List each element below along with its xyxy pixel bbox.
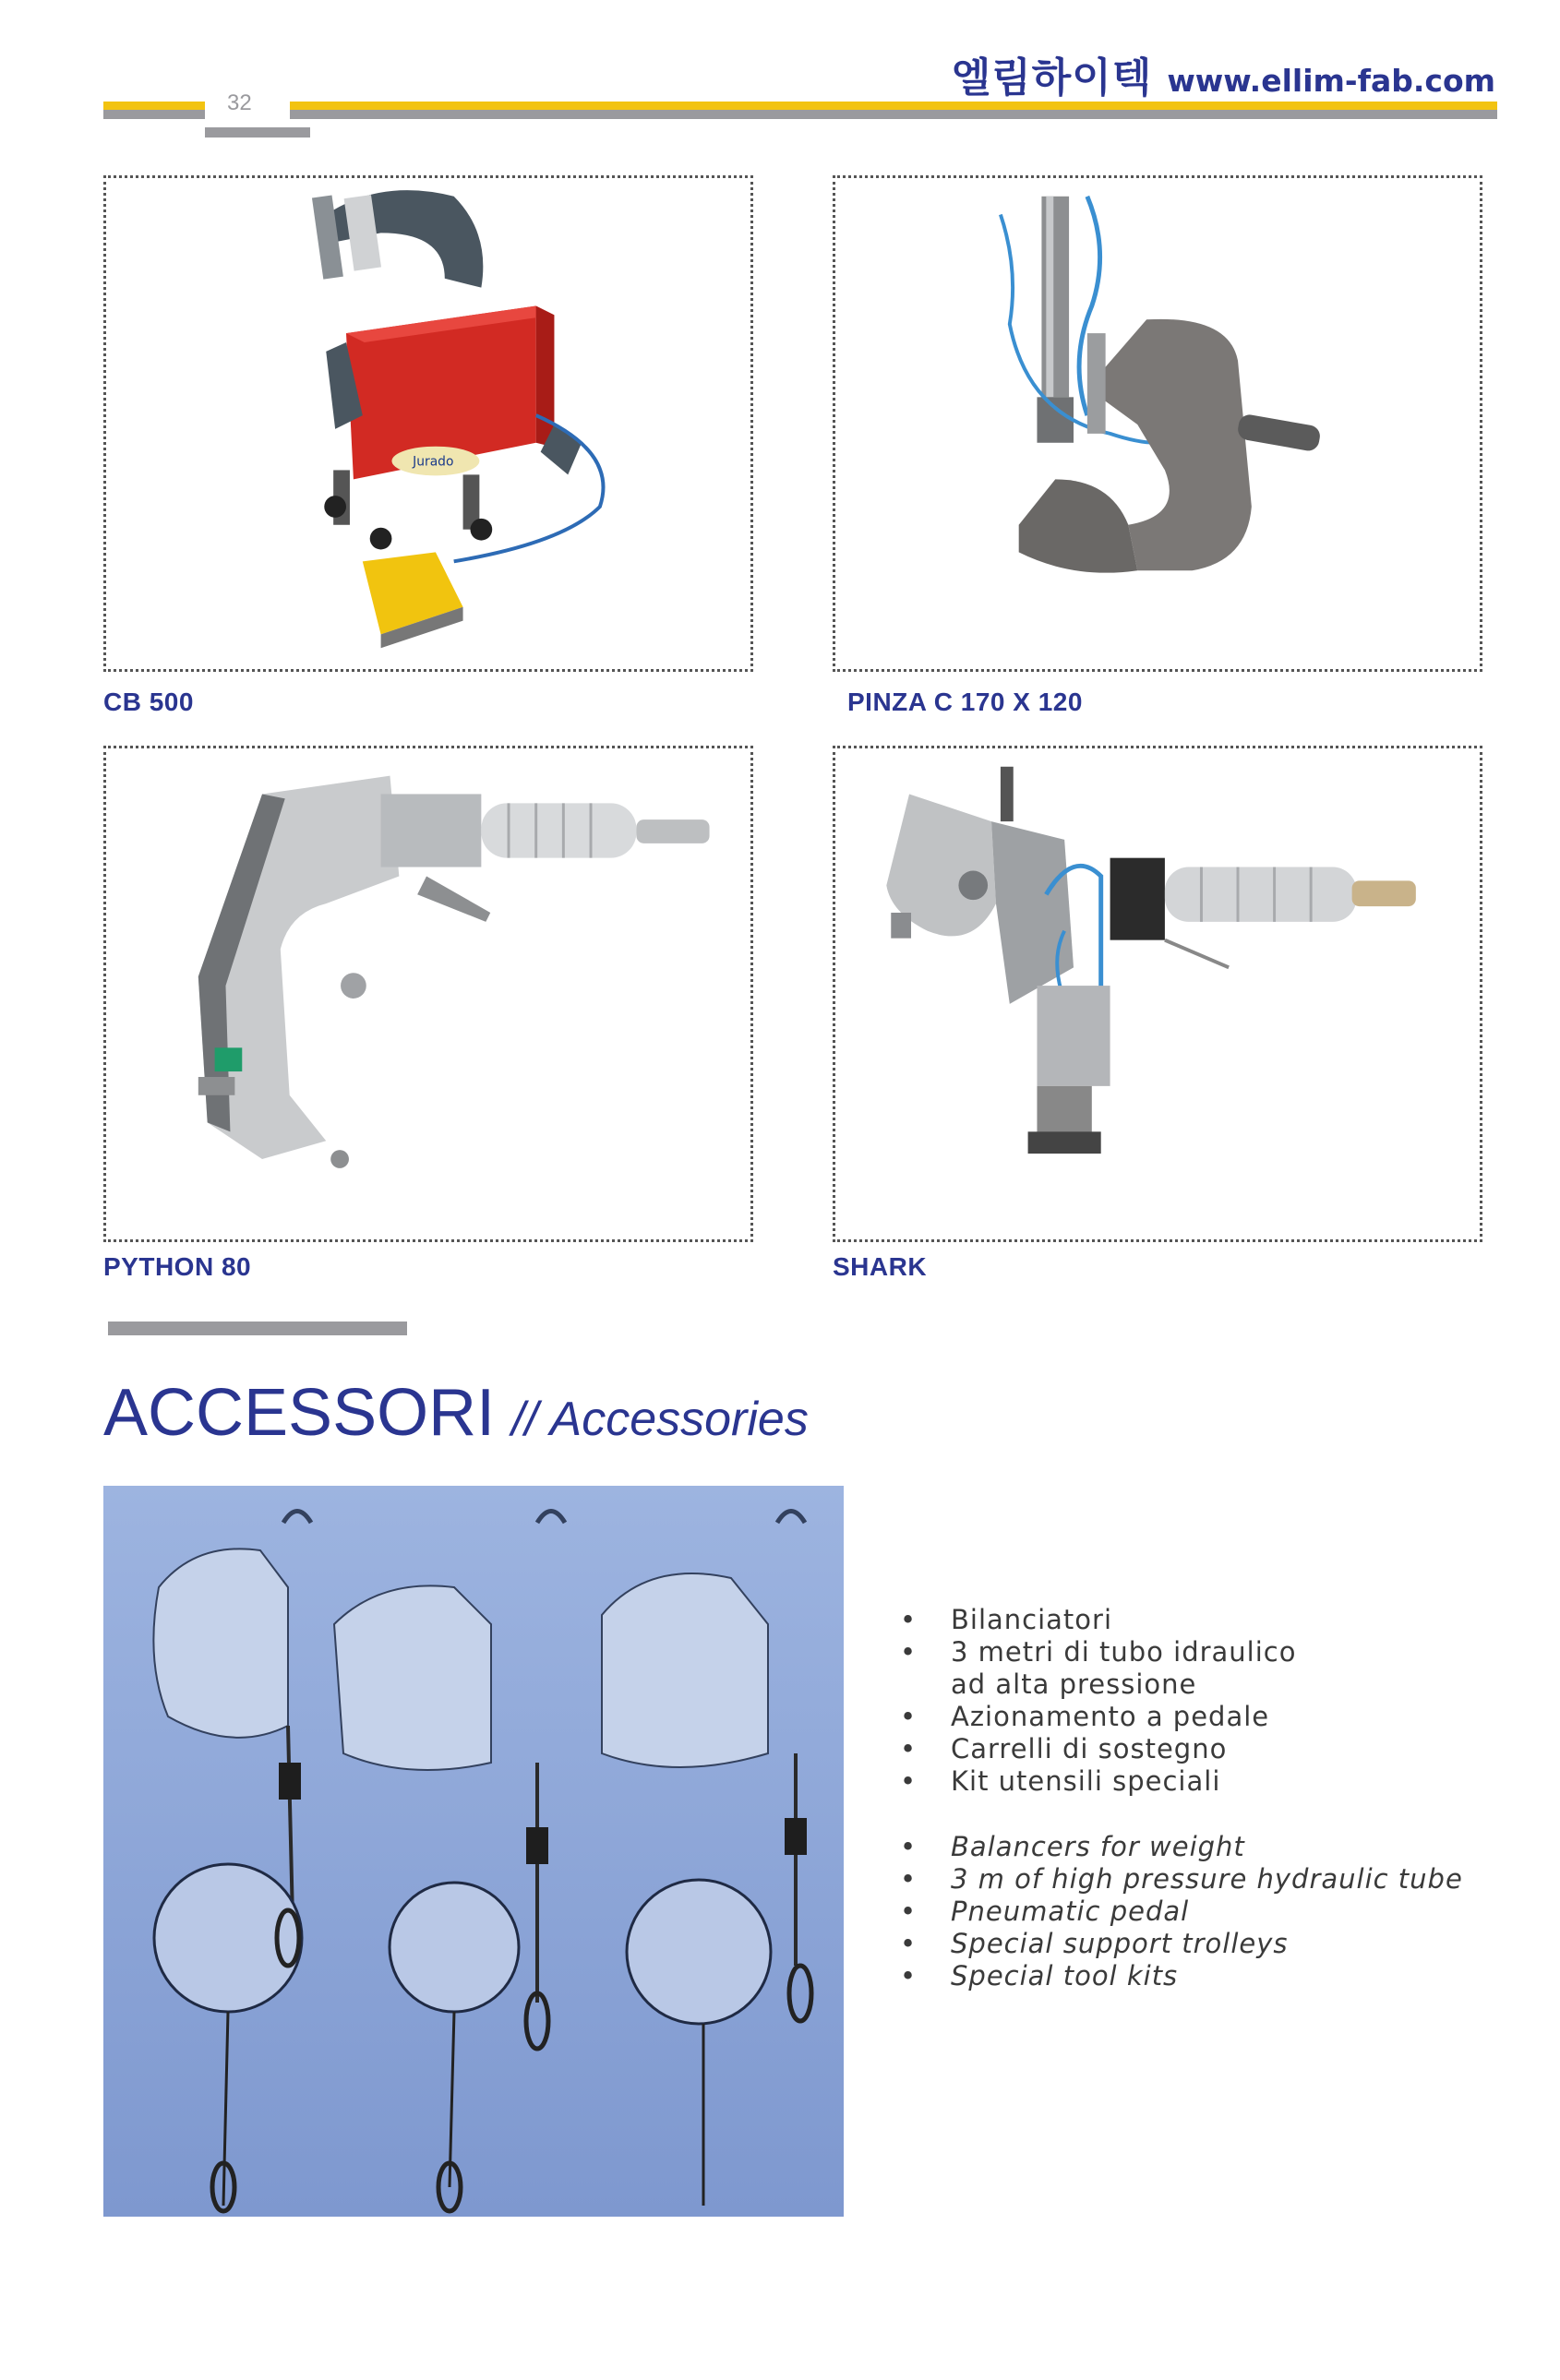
list-item-continuation: ad alta pressione (951, 1668, 1197, 1700)
cb500-machine-illustration (106, 178, 750, 669)
brand-url[interactable]: www.ellim-fab.com (1167, 63, 1495, 99)
header-rule-gray (103, 110, 1497, 119)
list-item: • Azionamento a pedale (900, 1701, 1296, 1733)
product-label-cb500: CB 500 (103, 688, 194, 716)
product-image-frame-pinza (833, 175, 1482, 672)
list-item: • 3 m of high pressure hydraulic tube (900, 1863, 1463, 1896)
section-title: ACCESSORI (103, 1376, 496, 1450)
section-heading (103, 1375, 809, 1451)
shark-tool-illustration (835, 748, 1480, 1239)
list-item: • Special tool kits (900, 1960, 1463, 1992)
list-item: • 3 metri di tubo idraulico (900, 1636, 1296, 1668)
accessories-list-english (900, 1831, 1463, 1992)
list-item: • Special support trolleys (900, 1928, 1463, 1960)
pinza-clamp-illustration (835, 178, 1480, 669)
list-item: • Balancers for weight (900, 1831, 1463, 1863)
accessories-list-italian (900, 1604, 1296, 1798)
brand-korean-name: 엘림하이텍 (951, 54, 1153, 102)
product-image-frame-python80 (103, 746, 753, 1242)
list-item: • Kit utensili speciali (900, 1765, 1296, 1798)
svg-text:Jurado: Jurado (413, 454, 454, 470)
section-subtitle: // Accessories (511, 1393, 809, 1446)
product-image-frame-cb500 (103, 175, 753, 672)
page-number-underline (205, 127, 310, 138)
product-image-frame-shark (833, 746, 1482, 1242)
product-label-pinza: PINZA C 170 X 120 (847, 688, 1083, 716)
brand (952, 44, 1495, 103)
python80-tool-illustration (106, 748, 750, 1239)
list-item: • Carrelli di sostegno (900, 1733, 1296, 1765)
list-item: • Bilanciatori (900, 1604, 1296, 1636)
section-divider-bar (108, 1322, 407, 1335)
balancers-photo (103, 1486, 844, 2217)
product-label-python80: PYTHON 80 (103, 1252, 252, 1281)
header-rule-yellow (103, 102, 1497, 110)
product-label-shark: SHARK (833, 1252, 928, 1281)
page-number: 32 (227, 90, 252, 115)
balancers-illustration (103, 1486, 844, 2217)
list-item: • Pneumatic pedal (900, 1896, 1463, 1928)
